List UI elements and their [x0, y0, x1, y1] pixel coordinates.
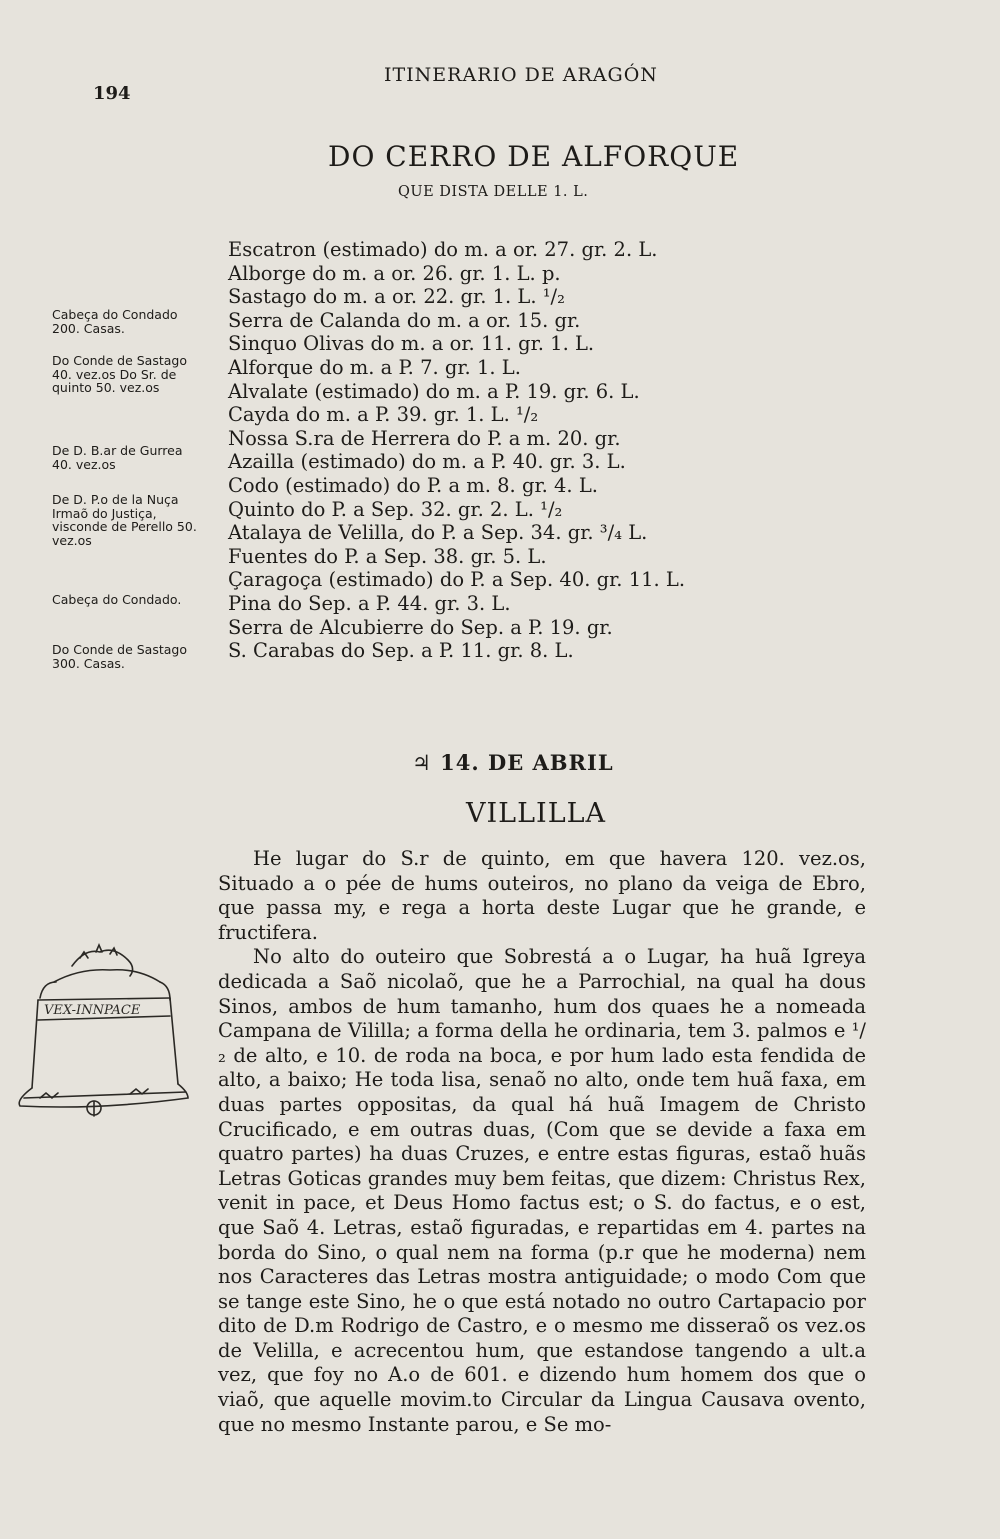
section-title-cerro: DO CERRO DE ALFORQUE [328, 140, 740, 173]
bearing-entry: Azailla (estimado) do m. a P. 40. gr. 3. L. [228, 450, 626, 474]
bearing-entry: S. Carabas do Sep. a P. 11. gr. 8. L. [228, 639, 574, 663]
date-heading: ♃ 14. DE ABRIL [412, 750, 614, 775]
bearing-entry: Alvalate (estimado) do m. a P. 19. gr. 6. L. [228, 379, 640, 403]
page-number: 194 [93, 83, 131, 104]
bearing-entry: Alborge do m. a or. 26. gr. 1. L. p. [228, 261, 561, 285]
margin-note: Do Conde de Sastago 40. vez.os Do Sr. de quinto 50. vez.os [52, 353, 187, 395]
paragraph: No alto do outeiro que Sobrestá a o Lugar, ha huã Igreya dedicada a Saõ nicolaõ, que he a Parrochial, na qual ha dous Sinos, ambos de hum tamanho, hum dos quaes he a nomeada Campana de Vililla; a forma della he ordinaria, tem 3. palmos e ¹/₂ de alto, e 10. de roda na boca, e por hum lado esta fendida de alto, a baixo; He toda lisa, senaõ no alto, onde tem huã faxa, em duas partes oppositas, da qual há huã Imagem de Christo Crucificado, e em outras duas, (Com que se devide a faxa em quatro partes) ha duas Cruzes, e entre estas figuras, estaõ huãs Letras Goticas grandes muy bem feitas, que dizem: Christus Rex, venit in pace, et Deus Homo factus est; o S. do factus, e o est, que Saõ 4. Letras, estaõ figuradas, e repartidas em 4. partes na borda do Sino, o qual nem na forma (p.r que he moderna) nem nos Caracteres das Letras mostra antiguidade; o modo Com que se tange este Sino, he o que está notado no outro Cartapacio por dito de D.m Rodrigo de Castro, e o mesmo me disseraõ os vez.os de Velilla, e acrecentou hum, que estandose tangendo a ult.a vez, que foy no A.o de 601. e dizendo hum homem dos que o viaõ, que aquelle movim.to Circular da Lingua Causava ovento, que no mesmo Instante parou, e Se mo- [218, 945, 866, 1436]
bearing-entry: Sastago do m. a or. 22. gr. 1. L. ¹/₂ [228, 285, 565, 309]
bearing-entry: Serra de Alcubierre do Sep. a P. 19. gr. [228, 615, 613, 639]
bearing-entry: Atalaya de Velilla, do P. a Sep. 34. gr. ³/₄ L. [228, 521, 648, 545]
bearing-entry: Nossa S.ra de Herrera do P. a m. 20. gr. [228, 426, 621, 450]
margin-note: De D. P.o de la Nuça Irmaõ do Justiça, visconde de Perello 50. vez.os [52, 492, 197, 548]
bearing-entry: Alforque do m. a P. 7. gr. 1. L. [228, 355, 521, 379]
bell-sketch [10, 938, 190, 1128]
running-title: ITINERARIO DE ARAGÓN [384, 64, 658, 86]
bearing-entry: Fuentes do P. a Sep. 38. gr. 5. L. [228, 544, 547, 568]
paragraph: He lugar do S.r de quinto, em que havera 120. vez.os, Situado a o pée de hums outeiros, no plano da veiga de Ebro, que passa my, e rega a horta deste Lugar que he grande, e fructifera. [218, 847, 866, 944]
bearing-entry: Pina do Sep. a P. 44. gr. 3. L. [228, 591, 511, 615]
bearing-entry: Escatron (estimado) do m. a or. 27. gr. 2. L. [228, 238, 658, 261]
margin-note: Cabeça do Condado 200. Casas. [52, 307, 178, 336]
margin-note: Cabeça do Condado. [52, 592, 182, 607]
bearing-entry: Cayda do m. a P. 39. gr. 1. L. ¹/₂ [228, 403, 539, 427]
margin-note: Do Conde de Sastago 300. Casas. [52, 642, 187, 671]
bearing-entry: Codo (estimado) do P. a m. 8. gr. 4. L. [228, 473, 598, 497]
bell-inscription: VEX-INNPACE [44, 1003, 141, 1018]
body-text [218, 847, 866, 1437]
bearing-list [228, 238, 698, 663]
bearing-entry: Quinto do P. a Sep. 32. gr. 2. L. ¹/₂ [228, 497, 563, 521]
bearing-entry: Sinquo Olivas do m. a or. 11. gr. 1. L. [228, 332, 595, 356]
bearing-entry: Çaragoça (estimado) do P. a Sep. 40. gr. 11. L. [228, 568, 686, 592]
section-subtitle: QUE DISTA DELLE 1. L. [398, 184, 589, 200]
section-title-villilla: VILLILLA [466, 798, 607, 829]
bearing-entry: Serra de Calanda do m. a or. 15. gr. [228, 308, 581, 332]
margin-note: De D. B.ar de Gurrea 40. vez.os [52, 443, 183, 472]
